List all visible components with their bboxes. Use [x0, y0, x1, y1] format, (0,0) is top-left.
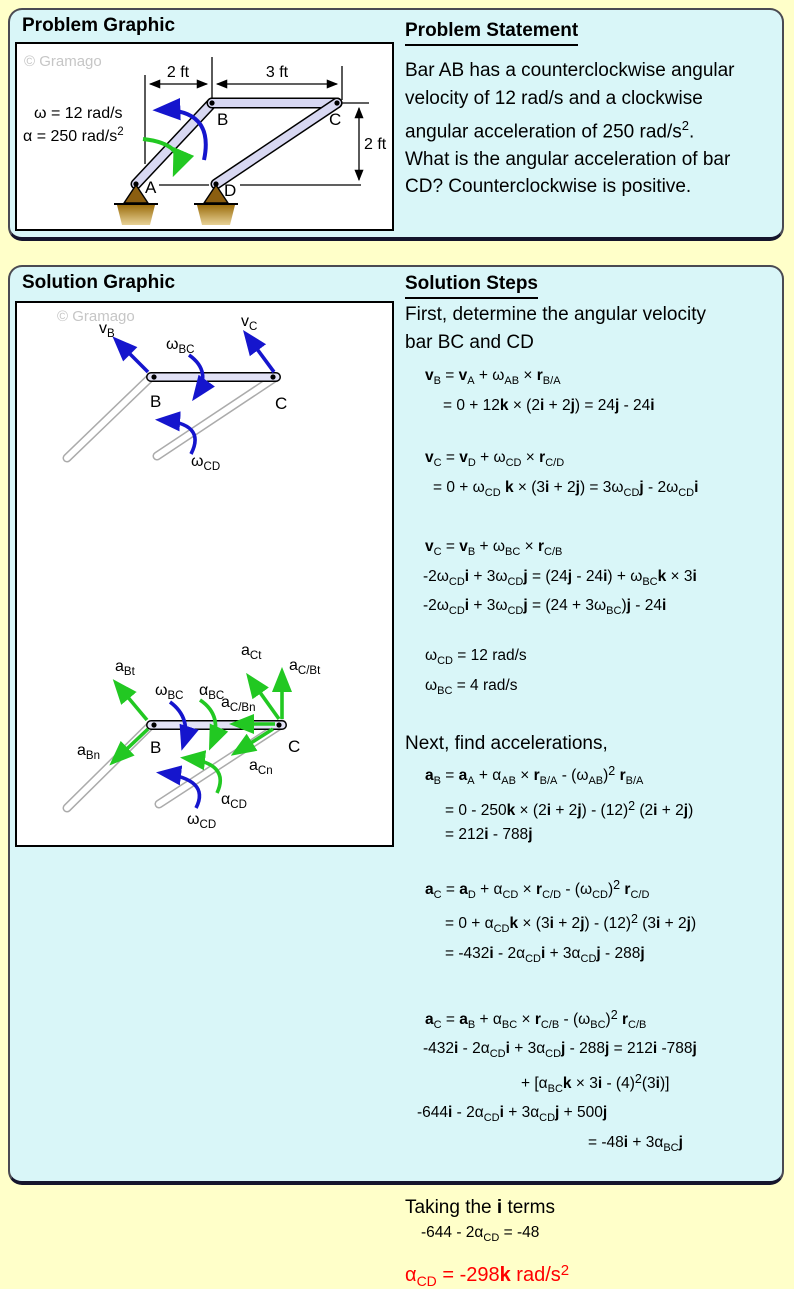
text-line: Bar AB has a counterclockwise angular	[405, 60, 735, 81]
text-line: $a_C = a_D + \alpha_{CD} \times r_{C/D} - (\omega_{CD})^2$ $r_{C/D}$	[425, 877, 650, 901]
point-d-label: D	[224, 181, 237, 200]
text-line: velocity of 12 rad/s and a clockwise	[405, 87, 703, 109]
steps-intro-text	[405, 301, 791, 356]
problem-graphic-canvas	[15, 42, 394, 231]
taking-i-terms-heading: Taking the i terms	[405, 1196, 555, 1218]
aBn-label: $a_{Bn}$	[77, 742, 100, 762]
problem-statement-text	[405, 57, 787, 201]
vC-arrow	[246, 334, 274, 372]
text-line: $v_B = v_A + \omega_{AB} \times r_{B/A}$	[425, 367, 561, 388]
text-line: bar BC and CD	[405, 331, 534, 353]
text-line: $v_C = v_D + \omega_{CD} \times r_{C/D}$	[425, 449, 565, 470]
text-line: = $0 - 250k \times (2i + 2j) - (12)^2$ (2i + 2j)	[445, 798, 694, 819]
point-b-label: B	[150, 392, 162, 411]
bar-ab	[136, 103, 212, 184]
text-line: = $0 + \alpha_{CD}k \times (3i + 2j) - (12)^2$ (3i + 2j)	[445, 912, 697, 936]
text-line: = $0 + \omega_{CD}$ $k \times (3i + 2j) = 3\omega_{CD}j - 2\omega_{CD}i$	[433, 478, 699, 499]
text-line: $v_C = v_B + \omega_{BC} \times r_{C/B}$	[425, 538, 563, 559]
text-line: $\omega_{CD} = 12$ rad/s	[425, 647, 527, 668]
omega-value-label: ω = 12 rad/s	[34, 105, 123, 122]
text-line: $a_C = a_B + \alpha_{BC} \times r_{C/B} - (\omega_{BC})^2$ $r_{C/B}$	[425, 1007, 647, 1031]
text-line: $-644 - 2\alpha_{CD} = -48$	[421, 1223, 540, 1244]
problem-linkage-diagram	[17, 44, 392, 229]
aBn-arrow	[113, 729, 148, 762]
aCn-arrow	[235, 729, 273, 753]
solution-kinematics-diagram	[17, 303, 392, 845]
alpha-cd-label: $\alpha_{CD}$	[221, 791, 247, 811]
next-accelerations-heading: Next, find accelerations,	[405, 733, 608, 755]
aCt-label: $a_{Ct}$	[241, 642, 262, 662]
aBt-label: $a_{Bt}$	[115, 658, 135, 678]
ghost-bar-cd	[157, 377, 276, 456]
solution-panel	[8, 265, 784, 1289]
text-line: $-2\omega_{CD}i + 3\omega_{CD}j = (24 + 3\omega_{BC})j - 24i$	[423, 597, 667, 618]
solution-graphic-title: Solution Graphic	[22, 272, 176, 293]
watermark: © Gramago	[24, 53, 102, 70]
point-a-label: A	[145, 178, 157, 197]
bar-bc	[151, 374, 276, 379]
point-c-label: C	[275, 394, 288, 413]
text-line: = $-48i + 3\alpha_{BC}j$	[588, 1134, 683, 1155]
text-line: + $[\alpha_{BC}k \times 3i - (4)^2(3i)]$	[521, 1071, 670, 1095]
text-line: = $-432i - 2\alpha_{CD}i + 3\alpha_{CD}j - 288j$	[445, 945, 645, 966]
point-b-label: B	[150, 738, 162, 757]
point-b-label: B	[217, 110, 229, 129]
solution-graphic-canvas	[15, 301, 394, 847]
aCn-label: $a_{Cn}$	[249, 757, 273, 777]
equation-velocity-C-about-D	[405, 446, 791, 505]
aCBn-label: $a_{C/Bn}$	[221, 694, 256, 714]
solution-steps-title: Solution Steps	[405, 273, 538, 299]
aBt-arrow	[116, 683, 147, 720]
problem-graphic-title: Problem Graphic	[22, 15, 176, 36]
text-line: = 212i - 788j	[445, 826, 533, 844]
vB-label: $v_B$	[99, 320, 115, 340]
velocity-diagram	[67, 313, 287, 473]
text-line: $\omega_{BC} = 4$ rad/s	[425, 676, 518, 697]
watermark: © Gramago	[57, 308, 135, 325]
problem-statement-section	[405, 20, 787, 201]
text-line: $a_B = a_A + \alpha_{AB} \times r_{B/A} - (\omega_{AB})^2$ $r_{B/A}$	[425, 764, 644, 788]
point-c-label: C	[329, 110, 342, 129]
text-line: = 0 + 12k × (2i + 2j) = 24j - 24i	[443, 396, 655, 414]
equation-acceleration-C-about-D	[405, 873, 791, 972]
point-c-label: C	[288, 737, 301, 756]
equation-omega-results	[405, 644, 791, 703]
bar-dc	[216, 103, 337, 184]
omega-bc-label: $\omega_{BC}$	[166, 336, 195, 356]
equation-velocity-B	[405, 364, 791, 418]
equation-velocity-C-about-B	[405, 535, 791, 624]
text-line: What is the angular acceleration of bar	[405, 148, 731, 170]
problem-panel	[8, 8, 784, 241]
omega-cd-label: $\omega_{CD}$	[187, 811, 217, 831]
dim-bc-label: 3 ft	[265, 64, 289, 81]
alpha-value-label: α = 250 rad/$s^2$	[23, 126, 124, 145]
text-line: CD? Counterclockwise is positive.	[405, 176, 692, 198]
ghost-bar-ab	[67, 377, 151, 458]
problem-statement-title: Problem Statement	[405, 20, 578, 46]
equation-acceleration-C-about-B	[405, 1003, 791, 1161]
vB-arrow	[116, 340, 148, 372]
text-line: $-2\omega_{CD}i + 3\omega_{CD}j = (24j - 24i) + \omega_{BC}k \times 3i$	[423, 567, 697, 588]
equation-acceleration-B	[405, 759, 791, 848]
solution-steps-section	[405, 273, 791, 1289]
equation-i-terms	[405, 1221, 791, 1251]
text-line: First, determine the angular velocity	[405, 304, 706, 325]
final-answer: $\alpha_{CD} = -298k$ rad/$s^2$	[405, 1262, 570, 1289]
acceleration-diagram	[67, 642, 321, 831]
alpha-bc-label: $\alpha_{BC}$	[199, 682, 225, 702]
text-line: angular acceleration of 250 rad/$s^2$.	[405, 118, 695, 143]
omega-bc-label: $\omega_{BC}$	[155, 682, 184, 702]
omega-cd-label: $\omega_{CD}$	[191, 453, 221, 473]
dim-ab-label: 2 ft	[166, 64, 190, 81]
vC-label: $v_C$	[241, 313, 258, 333]
aCBt-label: $a_{C/Bt}$	[289, 657, 321, 677]
text-line: $-432i - 2\alpha_{CD}i + 3\alpha_{CD}j - 288j = 212i$ -788j	[423, 1040, 697, 1061]
dim-right-label: 2 ft	[364, 136, 387, 153]
text-line: $-644i - 2\alpha_{CD}i + 3\alpha_{CD}j + 500j$	[417, 1104, 608, 1125]
